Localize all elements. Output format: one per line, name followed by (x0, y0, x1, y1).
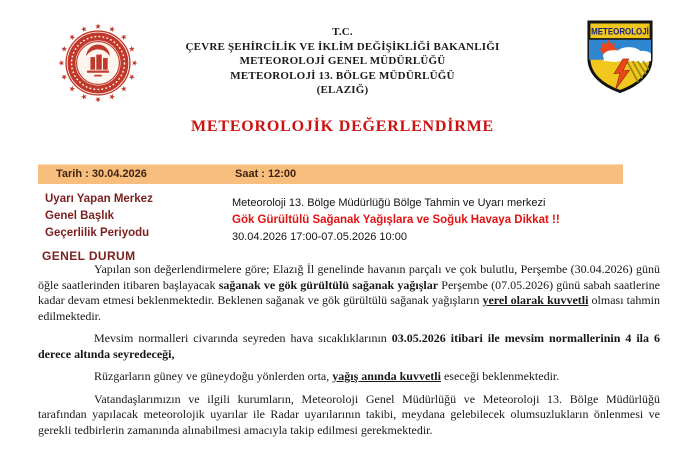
date-label: Tarih : 30.04.2026 (56, 168, 147, 180)
text-segment-bold: sağanak ve gök gürültülü sağanak yağışlar (218, 277, 439, 292)
text-segment: olması tahmin edilmektedir. (38, 293, 660, 323)
meteorology-logo (583, 15, 657, 97)
detail-label: Uyarı Yapan Merkez (45, 193, 153, 205)
text-segment-bold-underline: yağış anında kuvvetli (332, 369, 441, 383)
body-paragraph-precipitation (38, 262, 660, 324)
document-title: METEOROLOJİK DEĞERLENDİRME (190, 118, 495, 135)
org-line-city: (ELAZIĞ) (316, 84, 369, 96)
org-line-ministry: ÇEVRE ŞEHİRCİLİK VE İKLİM DEĞİŞİKLİĞİ BAKANLIĞI (185, 40, 500, 53)
text-segment: Rüzgarların güney ve güneydoğu yönlerden orta, (94, 369, 333, 383)
info-bar (38, 164, 623, 184)
text-segment-bold-underline: yerel olarak kuvvetli (482, 293, 589, 307)
text-segment: Yapılan son değerlendirmelere göre; Elazığ İl genelinde havanın parçalı ve çok bulutlu, Perşembe (30.04.2026) günü öğle saatlerinden itibaren başlayacak (38, 262, 660, 292)
detail-value-alert: Gök Gürültülü Sağanak Yağışlara ve Soğuk Havaya Dikkat !! (232, 214, 560, 226)
detail-label: Geçerlilik Periyodu (45, 227, 150, 239)
letterhead (100, 25, 585, 98)
body-paragraph-temperature (38, 331, 660, 362)
org-line-tc: T.C. (332, 26, 353, 38)
body-paragraph-wind (38, 369, 660, 385)
detail-row-warning-center (45, 193, 545, 211)
assessment-body (38, 262, 660, 445)
text-segment-bold: 03.05.2026 itibari ile mevsim normallerinin 4 ila 6 derece altında seyredeceği, (38, 331, 660, 361)
detail-label: Genel Başlık (45, 210, 115, 222)
detail-row-general-headline (45, 210, 560, 228)
text-segment: Mevsim normalleri civarında seyreden hava sıcaklıklarının (94, 331, 392, 345)
time-label: Saat : 12:00 (235, 168, 297, 180)
text-segment: Perşembe (07.05.2026) günü sabah saatlerine kadar devam etmesi beklenmektedir. Beklenen sağanak ve gök gürültülü sağanak yağışların (38, 277, 660, 307)
detail-value: 30.04.2026 17:00-07.05.2026 10:00 (232, 231, 407, 243)
org-line-general-directorate: METEOROLOJİ GENEL MÜDÜRLÜĞÜ (239, 55, 446, 67)
org-line-regional-directorate: METEOROLOJİ 13. BÖLGE MÜDÜRLÜĞÜ (230, 69, 455, 82)
logo-wordmark: METEOROLOJİ (591, 26, 650, 38)
text-segment: Vatandaşlarımızın ve ilgili kurumların, Meteoroloji Genel Müdürlüğü ve Meteoroloji 13. Bölge Müdürlüğü tarafından yapılacak meteorolojik uyarılar ile Radar uyarılarının takibi, meydana gelebilecek olumsuzlukların önlenmesi ve gerekli tedbirlerin zamanında alınabilmesi amacıyla takip edilmesi gerekmektedir. (38, 391, 660, 437)
body-paragraph-advice (38, 392, 660, 439)
text-segment: eseceği beklenmektedir. (440, 369, 560, 383)
detail-value: Meteoroloji 13. Bölge Müdürlüğü Bölge Tahmin ve Uyarı merkezi (232, 197, 546, 209)
detail-row-validity-period (45, 227, 407, 245)
section-heading-genel-durum: GENEL DURUM (42, 249, 136, 263)
